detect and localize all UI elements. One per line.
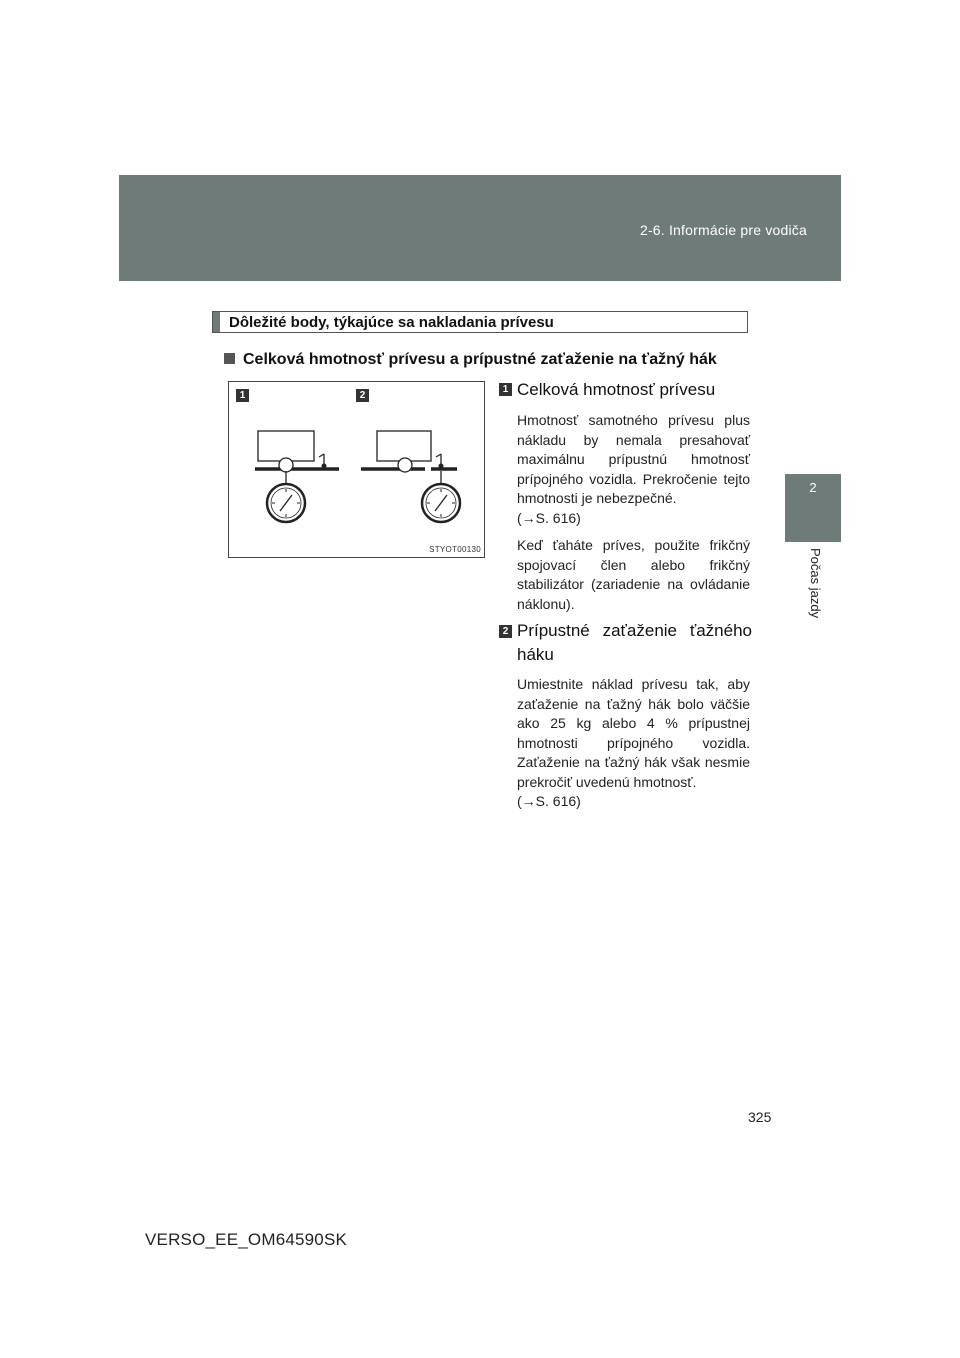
chapter-number: 2 — [809, 480, 817, 495]
square-bullet-icon — [224, 353, 235, 364]
item-2-paragraph-1: Umiestnite náklad prívesu tak, aby zaťaženie na ťažný hák bolo väčšie ako 25 kg alebo 4 % prípustnej hmotnosti prípojného vozidla. Zaťaženie na ťažný hák však nesmie prekročiť uvedenú hmotnosť. — [517, 676, 750, 790]
item-1-paragraph-2: Keď ťaháte príves, použite frikčný spojovací člen alebo frikčný stabilizátor (zariadenie na ovládanie náklonu). — [517, 537, 750, 612]
item-title-2: Prípustné zaťaženie ťažného háku — [517, 621, 752, 664]
item-badge-1: 1 — [499, 383, 512, 396]
item-title-1: Celková hmotnosť prívesu — [517, 380, 716, 399]
subheading-text: Celková hmotnosť prívesu a prípustné zaťaženie na ťažný hák — [243, 351, 717, 368]
page-number: 325 — [748, 1109, 772, 1125]
item-1-reference: (→S. 616) — [517, 510, 581, 526]
section-title-accent — [213, 312, 220, 332]
tongue-on-scale-icon — [361, 431, 460, 522]
chapter-label: Počas jazdy — [808, 548, 823, 619]
header-band — [119, 175, 841, 281]
header-section-title: 2-6. Informácie pre vodiča — [639, 222, 807, 238]
trailer-weight-figure — [228, 381, 485, 558]
trailer-on-scale-icon — [255, 431, 339, 522]
figure-code: STYOT00130 — [429, 545, 481, 554]
section-title-box — [212, 311, 748, 333]
item-badge-2: 2 — [499, 625, 512, 638]
item-1-paragraph-1: Hmotnosť samotného prívesu plus nákladu by nemala presahovať maximálnu prípustnú hmotnosť prípojného vozidla. Prekročenie tejto hmotnosti je nebezpečné. — [517, 412, 750, 506]
subheading — [224, 351, 717, 369]
item-2-reference: (→S. 616) — [517, 793, 581, 809]
figure-badge-2: 2 — [356, 389, 369, 402]
document-code: VERSO_EE_OM64590SK — [145, 1230, 348, 1249]
chapter-tab — [785, 474, 841, 542]
trailer-scale-illustration — [229, 382, 484, 557]
section-title: Dôležité body, týkajúce sa nakladania prívesu — [229, 314, 554, 331]
figure-badge-1: 1 — [236, 389, 249, 402]
